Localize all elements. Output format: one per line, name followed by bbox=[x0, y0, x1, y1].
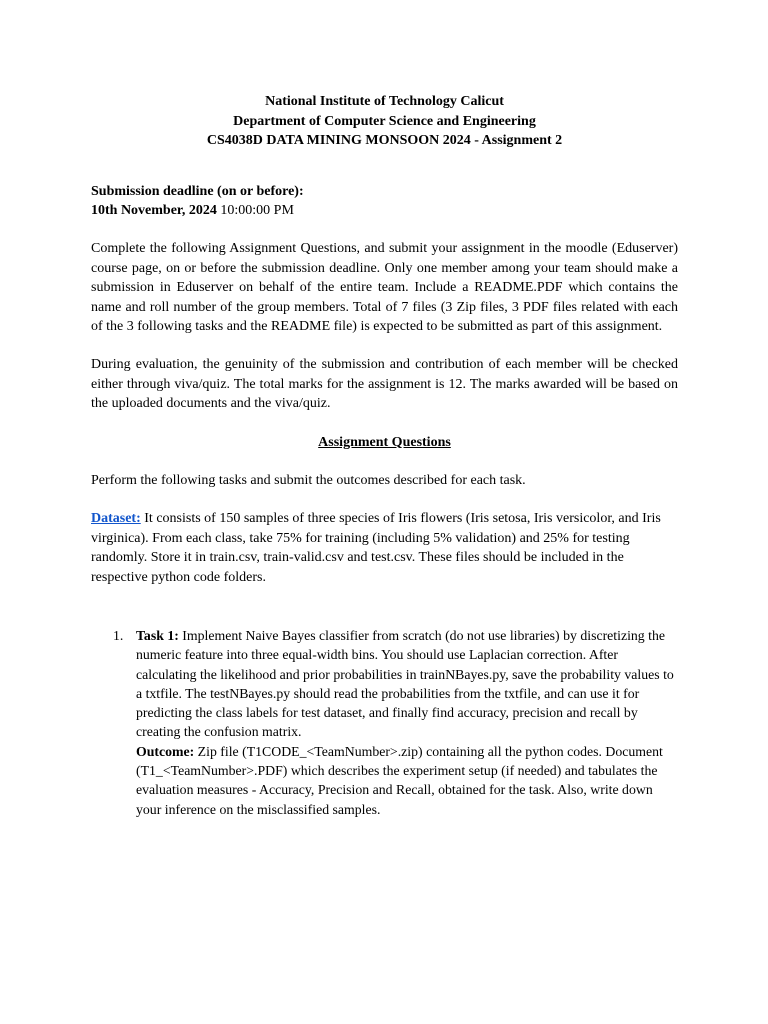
deadline-date-line bbox=[91, 201, 678, 220]
evaluation-paragraph: During evaluation, the genuinity of the submission and contribution of each member will be checked either through viva/quiz. The total marks for the assignment is 12. The marks awarded will be based on the uploaded documents and the viva/quiz. bbox=[91, 357, 678, 412]
outcome-label: Outcome: bbox=[136, 743, 195, 759]
document-header bbox=[91, 92, 678, 151]
task-item bbox=[91, 626, 678, 819]
intro-paragraph: Complete the following Assignment Questions, and submit your assignment in the moodle (Eduserver) course page, on or before the submission deadline. Only one member among your team should make a submission in Eduserver on behalf of the entire team. Include a README.PDF which contains the name and roll number of the group members. Total of 7 files (3 Zip files, 3 PDF files related with each of the 3 following tasks and the README file) is expected to be submitted as part of this assignment. bbox=[91, 241, 678, 334]
outcome-text: Zip file (T1CODE_<TeamNumber>.zip) containing all the python codes. Document (T1_<TeamNumber>.PDF) which describes the experiment setup (if needed) and tabulates the evaluation measures - Accuracy, Precision and Recall, obtained for the task. Also, write down your inference on the misclassified samples. bbox=[136, 743, 663, 817]
document-content bbox=[91, 92, 678, 819]
task-list bbox=[91, 626, 678, 819]
task-number: 1. bbox=[113, 628, 124, 643]
deadline-date: 10th November, 2024 bbox=[91, 202, 217, 218]
dataset-paragraph bbox=[91, 509, 678, 587]
task-description bbox=[136, 626, 678, 742]
course-title: CS4038D DATA MINING MONSOON 2024 - Assignment 2 bbox=[206, 133, 563, 148]
dataset-description: It consists of 150 samples of three species of Iris flowers (Iris setosa, Iris versicolor, and Iris virginica). From each class, take 75% for training (including 5% validation) and 25% for testing randomly. Store it in train.csv, train-valid.csv and test.csv. These files should be included in the respective python code folders. bbox=[91, 511, 661, 585]
task-label: Task 1: bbox=[136, 628, 179, 643]
perform-instructions: Perform the following tasks and submit the outcomes described for each task. bbox=[91, 472, 526, 488]
assignment-questions-heading: Assignment Questions bbox=[318, 434, 451, 450]
task-outcome bbox=[136, 742, 678, 819]
deadline-time: 10:00:00 PM bbox=[216, 202, 294, 218]
institute-name: National Institute of Technology Calicut bbox=[265, 94, 504, 109]
dataset-link[interactable]: Dataset: bbox=[91, 511, 141, 527]
deadline-title: Submission deadline (on or before): bbox=[91, 183, 304, 199]
task-text: Implement Naive Bayes classifier from scratch (do not use libraries) by discretizing the numeric feature into three equal-width bins. You should use Laplacian correction. After calculating the likelihood and prior probabilities in trainNBayes.py, save the probability values to a txtfile. The testNBayes.py should read the probabilities from the txtfile, and can use it for predicting the class labels for test dataset, and finally find accuracy, precision and recall by creating the confusion matrix. bbox=[136, 628, 674, 740]
deadline-block bbox=[91, 182, 678, 221]
department-name: Department of Computer Science and Engineering bbox=[233, 113, 536, 129]
